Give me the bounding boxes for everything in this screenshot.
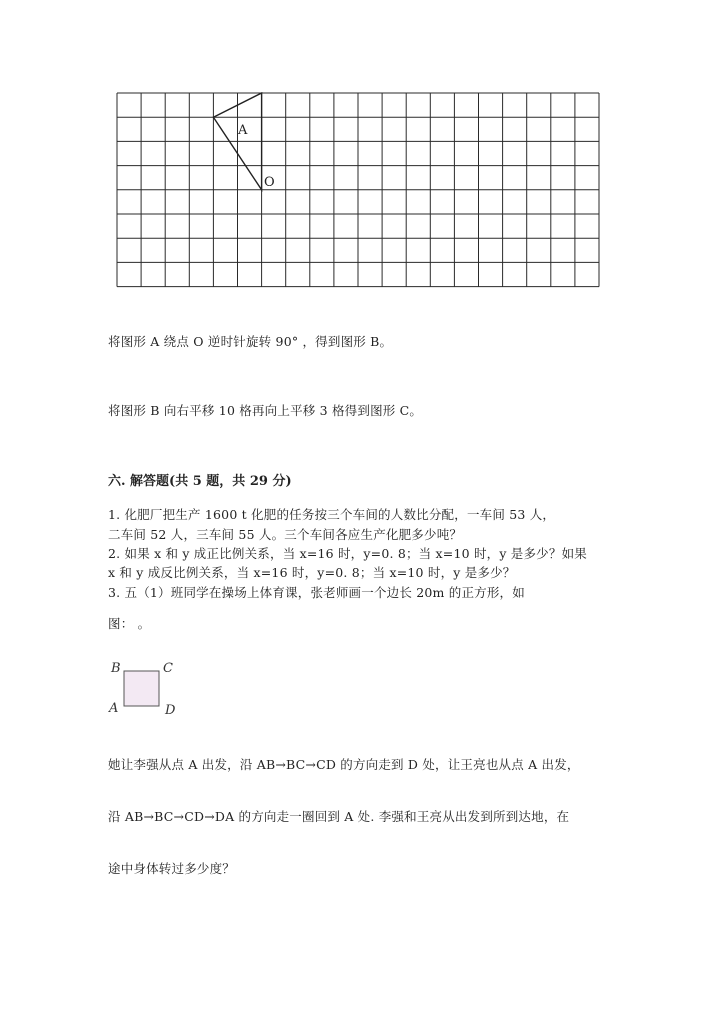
square-shape <box>124 671 159 706</box>
grid-figure <box>116 92 600 288</box>
square-figure <box>106 658 186 718</box>
question-2-line-1: 2. 如果 x 和 y 成正比例关系，当 x=16 时，y=0. 8；当 x=10 时，y 是多少？如果 <box>108 546 587 561</box>
point-label-o: O <box>264 175 275 190</box>
question-1-line-1: 1. 化肥厂把生产 1600 t 化肥的任务按三个车间的人数比分配，一车间 53 人， <box>108 507 556 522</box>
question-3-line-4: 沿 AB→BC→CD→DA 的方向走一圈回到 A 处. 李强和王亮从出发到所到达地，在 <box>108 809 570 824</box>
grid-lines <box>117 93 599 287</box>
instruction-rotate: 将图形 A 绕点 O 逆时针旋转 90° ，得到图形 B。 <box>108 334 393 349</box>
question-2-line-2: x 和 y 成反比例关系，当 x=16 时，y=0. 8；当 x=10 时，y 是多少？ <box>108 565 516 580</box>
question-3-line-5: 途中身体转过多少度？ <box>108 861 236 876</box>
label-d: D <box>165 703 176 718</box>
section-title: 六. 解答题(共 5 题，共 29 分) <box>108 474 292 489</box>
label-a: A <box>109 701 119 716</box>
instruction-translate: 将图形 B 向右平移 10 格再向上平移 3 格得到图形 C。 <box>108 403 423 418</box>
label-c: C <box>163 661 173 676</box>
question-3-line-2: 图： 。 <box>108 616 151 631</box>
question-3-line-1: 3. 五（1）班同学在操场上体育课，张老师画一个边长 20m 的正方形，如 <box>108 585 525 600</box>
label-b: B <box>111 661 121 676</box>
shape-label-a: A <box>238 123 248 138</box>
question-3-line-3: 她让李强从点 A 出发，沿 AB→BC→CD 的方向走到 D 处，让王亮也从点 A 出发， <box>108 757 580 772</box>
question-1-line-2: 二车间 52 人，三车间 55 人。三个车间各应生产化肥多少吨？ <box>108 527 463 542</box>
